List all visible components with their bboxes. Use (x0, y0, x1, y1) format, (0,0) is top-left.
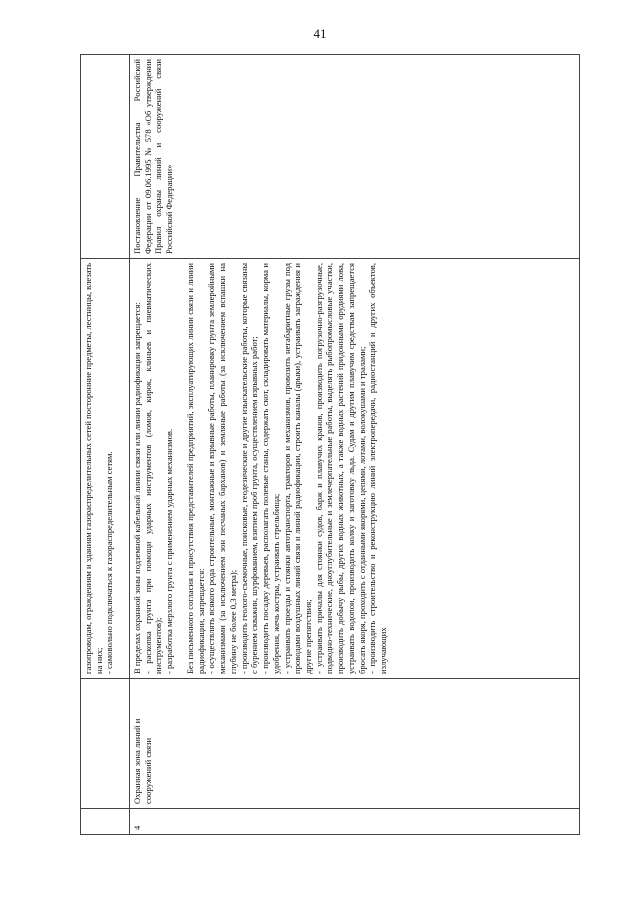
page-number: 41 (313, 26, 327, 41)
row-number-cell: 4 (130, 809, 580, 835)
restriction-paragraph: - раскопка грунта при помощи ударных инструментов (ломов, кирок, клиньев и пневматических инструментов); (142, 263, 164, 674)
restriction-paragraph: - производить посадку деревьев, располагать полевые станы, содержать скот, складировать материалы, корма и удобрения, жечь костры, устраивать стрельбища; (260, 263, 281, 674)
restriction-paragraph: - осуществлять всякого рода строительные, монтажные и взрывные работы, планировку грунта землеройными механизмами (за исключением зон песчаных барханов) и земляные работы (за исключением вспашки на глубину не более 0,3 метра); (206, 263, 238, 674)
restriction-paragraph: - самовольно подключаться к газораспределительным сетям. (104, 451, 115, 674)
paragraph-gap (175, 263, 185, 674)
table-row (81, 55, 130, 835)
table-row (130, 55, 580, 835)
rotated-page-content (80, 55, 580, 835)
restriction-paragraph: газопроводам, ограждениям и зданиям газораспределительных сетей посторонние предметы, лестницы, влезать на них; (83, 263, 104, 674)
legal-basis-cell: Постановление Правительства Российской Федерации от 09.06.1995 № 578 «Об утверждении Правил охраны линий и сооружений связи Российской Федерации» (130, 55, 580, 259)
restrictions-cell (81, 259, 130, 679)
restrictions-cell (130, 259, 580, 679)
restriction-paragraph: - устраивать причалы для стоянки судов, барж и плавучих кранов, производить погрузочно-разгрузочные, подводно-технические, дноуглубительные и землечерпательные работы, выделять рыбопромысловые участки, производить добычу рыбы, других водных животных, а также водных растений придонными орудиями лова, устраивать водопои, производить колку и заготовку льда. Судам и другим плавучим средствам запрещается бросать якоря, проходить с отданными якорями, цепями, лотами, волокушами и тралами; (313, 263, 367, 674)
restriction-paragraph: - разработка мерзлого грунта с применением ударных механизмов. (164, 428, 175, 674)
restrictions-table (80, 54, 580, 835)
restriction-paragraph: - производить строительство и реконструкцию линий электропередачи, радиостанций и других объектов, излучающих (367, 263, 389, 674)
zone-name-cell (81, 679, 130, 809)
restriction-paragraph: - производить геолого-съемочные, поисковые, геодезические и другие изыскательские работы, которые связаны с бурением скважин, шурфованием, взятием проб грунта, осуществлением взрывных работ; (238, 263, 260, 674)
legal-basis-cell (81, 55, 130, 259)
row-number-cell (81, 809, 130, 835)
restriction-paragraph: В пределах охранной зоны подземной кабельной линии связи или линии радиофикации запрещается: (132, 302, 142, 674)
zone-name-cell: Охранная зона линий и сооружений связи (130, 679, 580, 809)
restriction-paragraph: Без письменного согласия и присутствия представителей предприятий, эксплуатирующих линии связи и линии радиофикации, запрещается: (184, 263, 206, 674)
restriction-paragraph: - устраивать проезды и стоянки автотранспорта, тракторов и механизмов, провозить негабаритные грузы под проводами воздушных линий связи и линий радиофикации, строить каналы (арыки), устраивать заграждения и другие препятствия; (281, 263, 314, 674)
